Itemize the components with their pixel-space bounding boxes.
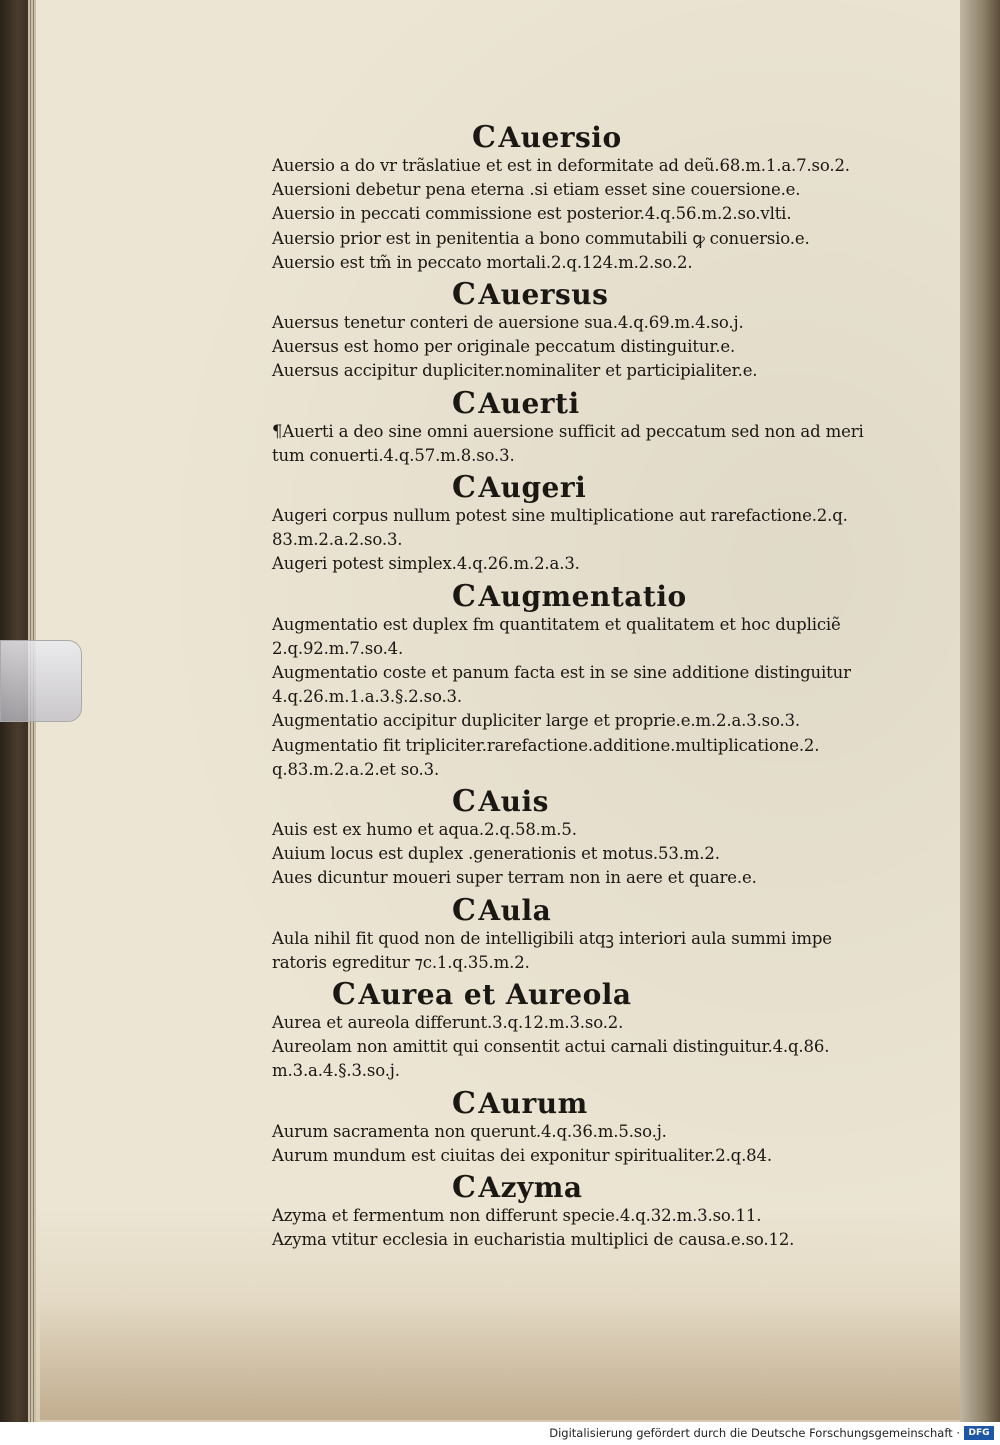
pilcrow-icon: C (452, 1170, 477, 1206)
entry-line: 4.q.26.m.1.a.3.§.2.so.3. (272, 687, 462, 707)
entry-heading (272, 279, 912, 311)
heading-text: Auersus (478, 278, 609, 312)
pilcrow-icon: C (452, 385, 477, 421)
entry-line: Aurum sacramenta non querunt.4.q.36.m.5.so.j. (272, 1121, 667, 1141)
entry-line: q.83.m.2.a.2.et so.3. (272, 759, 440, 779)
entry-line: Auium locus est duplex .generationis et motus.53.m.2. (272, 844, 720, 864)
entry-heading (272, 1172, 912, 1204)
entry-line: Auis est ex humo et aqua.2.q.58.m.5. (272, 820, 577, 840)
footer-bar (0, 1422, 1000, 1445)
entry-line: Augmentatio coste et panum facta est in se sine additione distinguitur (272, 663, 851, 683)
heading-text: Azyma (478, 1171, 583, 1205)
heading-text: Augeri (478, 471, 587, 505)
entry-line: Azyma vtitur ecclesia in eucharistia multiplici de causa.e.so.12. (272, 1230, 795, 1250)
pilcrow-icon: C (452, 892, 477, 928)
entry-line: 83.m.2.a.2.so.3. (272, 530, 403, 550)
entry-line: Azyma et fermentum non differunt specie.4.q.32.m.3.so.11. (272, 1206, 762, 1226)
entry-line: Auersioni debetur pena eterna .si etiam esset sine couersione.e. (272, 180, 801, 200)
entry-heading (272, 472, 912, 504)
pilcrow-icon: C (452, 470, 477, 506)
right-page-edge (960, 0, 1000, 1422)
entry-line: Augmentatio accipitur dupliciter large et proprie.e.m.2.a.3.so.3. (272, 711, 801, 731)
pilcrow-icon: C (472, 120, 497, 155)
entry-line: Aureolam non amittit qui consentit actui carnali distinguitur.4.q.86. (272, 1037, 830, 1057)
entry-line: Auersio est tm̃ in peccato mortali.2.q.124.m.2.so.2. (272, 252, 693, 272)
heading-text: Auersio (498, 121, 622, 154)
entry-heading (272, 385, 912, 421)
entry-heading (272, 1085, 912, 1121)
entry-heading (272, 578, 912, 614)
entry-line: Augmentatio fit tripliciter.rarefactione.additione.multiplicatione.2. (272, 735, 820, 755)
pilcrow-icon: C (332, 977, 357, 1013)
entry-heading (272, 892, 912, 928)
entry-line: Aurum mundum est ciuitas dei exponitur spiritualiter.2.q.84. (272, 1145, 772, 1165)
entry-line: Auersio prior est in penitentia a bono commutabili ꝙ conuersio.e. (272, 228, 810, 248)
entry-line: Aurea et aureola differunt.3.q.12.m.3.so.2. (272, 1013, 624, 1033)
entry-line: Auersus accipitur dupliciter.nominaliter et participialiter.e. (272, 361, 758, 381)
entry-line: Augeri potest simplex.4.q.26.m.2.a.3. (272, 554, 580, 574)
pilcrow-icon: C (452, 784, 477, 820)
heading-text: Auis (478, 785, 549, 819)
heading-text: Aula (478, 893, 552, 927)
funding-note: Digitalisierung gefördert durch die Deutsche Forschungsgemeinschaft · (549, 1426, 960, 1440)
entry-line: tum conuerti.4.q.57.m.8.so.3. (272, 445, 515, 465)
entry-line: ratoris egreditur ⁊c.1.q.35.m.2. (272, 952, 530, 972)
heading-text: Auerti (478, 386, 580, 420)
pilcrow-icon: C (452, 1085, 477, 1121)
entry-line: Augeri corpus nullum potest sine multiplicatione aut rarefactione.2.q. (272, 506, 848, 526)
entry-line: ¶Auerti a deo sine omni auersione sufficit ad peccatum sed non ad meri (272, 421, 864, 441)
entry-line: Auersus tenetur conteri de auersione sua.4.q.69.m.4.so.j. (272, 313, 744, 333)
entry-line: m.3.a.4.§.3.so.j. (272, 1061, 400, 1081)
page-stain (40, 1300, 980, 1420)
entry-line: Aues dicuntur moueri super terram non in aere et quare.e. (272, 868, 757, 888)
entry-line: Auersus est homo per originale peccatum distinguitur.e. (272, 337, 736, 357)
heading-text: Aurum (478, 1086, 588, 1120)
entry-heading (272, 979, 912, 1011)
dfg-logo: DFG (964, 1426, 994, 1440)
entry-line: Auersio in peccati commissione est posterior.4.q.56.m.2.so.vlti. (272, 204, 792, 224)
pilcrow-icon: C (452, 277, 477, 313)
heading-text: Augmentatio (478, 579, 687, 613)
page-clip (0, 640, 82, 722)
entry-heading (272, 786, 912, 818)
heading-text: Aurea et Aureola (358, 978, 632, 1012)
entry-line: Auersio a do vr trãslatiue et est in deformitate ad deũ.68.m.1.a.7.so.2. (272, 156, 850, 175)
pilcrow-icon: C (452, 578, 477, 614)
entry-line: 2.q.92.m.7.so.4. (272, 638, 404, 658)
entry-line: Augmentatio est duplex fm quantitatem et qualitatem et hoc dupliciẽ (272, 614, 841, 634)
index-text-block (272, 118, 912, 1253)
entry-heading (272, 122, 912, 154)
entry-line: Aula nihil fit quod non de intelligibili atqꝫ interiori aula summi impe (272, 928, 832, 948)
